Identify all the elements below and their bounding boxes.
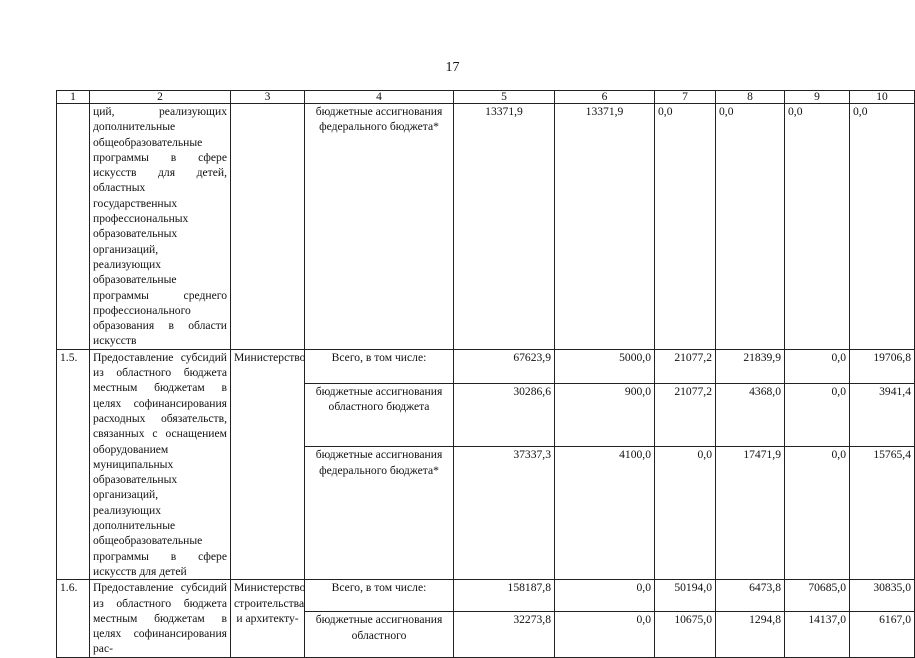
value-total: 67623,9 bbox=[454, 349, 555, 383]
value-year: 0,0 bbox=[655, 447, 716, 580]
header-cell: 7 bbox=[655, 91, 716, 104]
funding-source: бюджетные ассигнования федерального бюджета* bbox=[305, 104, 454, 350]
value-year: 4368,0 bbox=[716, 384, 785, 447]
header-cell: 9 bbox=[785, 91, 850, 104]
value-year: 0,0 bbox=[555, 612, 655, 657]
funding-source: Всего, в том числе: bbox=[305, 580, 454, 612]
value-year: 17471,9 bbox=[716, 447, 785, 580]
value-year: 0,0 bbox=[850, 104, 915, 350]
table-row bbox=[57, 349, 915, 383]
value-year: 21077,2 bbox=[655, 384, 716, 447]
value-total: 30286,6 bbox=[454, 384, 555, 447]
value-year: 21077,2 bbox=[655, 349, 716, 383]
value-year: 0,0 bbox=[655, 104, 716, 350]
header-cell: 8 bbox=[716, 91, 785, 104]
value-year: 10675,0 bbox=[655, 612, 716, 657]
value-year: 15765,4 bbox=[850, 447, 915, 580]
value-year: 900,0 bbox=[555, 384, 655, 447]
value-year: 1294,8 bbox=[716, 612, 785, 657]
executor bbox=[231, 104, 305, 350]
value-year: 19706,8 bbox=[850, 349, 915, 383]
value-year: 0,0 bbox=[785, 384, 850, 447]
value-total: 13371,9 bbox=[454, 104, 555, 350]
value-year: 0,0 bbox=[785, 349, 850, 383]
header-cell: 1 bbox=[57, 91, 90, 104]
header-cell: 4 bbox=[305, 91, 454, 104]
value-year: 0,0 bbox=[716, 104, 785, 350]
value-year: 0,0 bbox=[555, 580, 655, 612]
header-cell: 5 bbox=[454, 91, 555, 104]
funding-source: бюджетные ассигнования федерального бюджета* bbox=[305, 447, 454, 580]
row-number: 1.5. bbox=[57, 349, 90, 579]
program-budget-table bbox=[56, 90, 915, 658]
value-total: 37337,3 bbox=[454, 447, 555, 580]
table-row bbox=[57, 580, 915, 612]
header-cell: 3 bbox=[231, 91, 305, 104]
header-cell: 10 bbox=[850, 91, 915, 104]
value-year: 21839,9 bbox=[716, 349, 785, 383]
value-year: 4100,0 bbox=[555, 447, 655, 580]
value-year: 0,0 bbox=[785, 447, 850, 580]
row-number bbox=[57, 104, 90, 350]
value-year: 6167,0 bbox=[850, 612, 915, 657]
measure-description: ций, реализующих дополнительные общеобразовательные программы в сфере искусств для детей, областных государственных профессиональных образовательных организаций, реализующих образовательные программы среднего профессионального образования в области искусств bbox=[90, 104, 231, 350]
table-row bbox=[57, 104, 915, 350]
value-year: 6473,8 bbox=[716, 580, 785, 612]
header-cell: 2 bbox=[90, 91, 231, 104]
value-year: 70685,0 bbox=[785, 580, 850, 612]
header-cell: 6 bbox=[555, 91, 655, 104]
header-row bbox=[57, 91, 915, 104]
value-year: 50194,0 bbox=[655, 580, 716, 612]
value-year: 14137,0 bbox=[785, 612, 850, 657]
value-year: 3941,4 bbox=[850, 384, 915, 447]
funding-source: Всего, в том числе: bbox=[305, 349, 454, 383]
measure-description: Предоставление субсидий из областного бюджета местным бюджетам в целях софинансирования расходных обязательств, связанных с оснащением оборудованием муниципальных образовательных организаций, реализующих дополнительные общеобразовательные программы в сфере искусств для детей bbox=[90, 349, 231, 579]
measure-description: Предоставление субсидий из областного бюджета местным бюджетам в целях софинансирования рас- bbox=[90, 580, 231, 657]
funding-source: бюджетные ассигнования областного bbox=[305, 612, 454, 657]
value-year: 0,0 bbox=[785, 104, 850, 350]
row-number: 1.6. bbox=[57, 580, 90, 657]
value-total: 158187,8 bbox=[454, 580, 555, 612]
executor: Министерство bbox=[231, 349, 305, 579]
value-total: 32273,8 bbox=[454, 612, 555, 657]
funding-source: бюджетные ассигнования областного бюджета bbox=[305, 384, 454, 447]
value-year: 13371,9 bbox=[555, 104, 655, 350]
value-year: 5000,0 bbox=[555, 349, 655, 383]
value-year: 30835,0 bbox=[850, 580, 915, 612]
executor: Министерство строительства и архитекту- bbox=[231, 580, 305, 657]
page-number: 17 bbox=[445, 60, 460, 75]
